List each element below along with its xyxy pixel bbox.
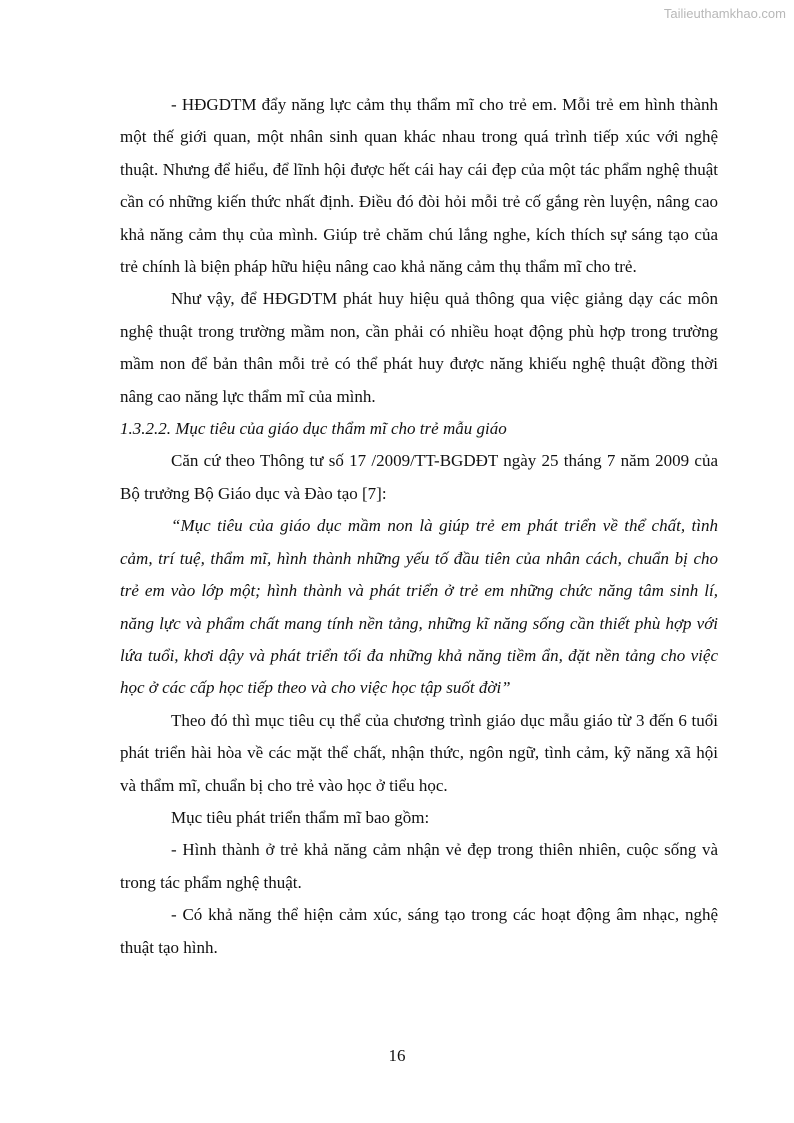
quote-block: “Mục tiêu của giáo dục mầm non là giúp trẻ em phát triển về thể chất, tình cảm, trí tuệ, thẩm mĩ, hình thành những yếu tố đầu tiên của nhân cách, chuẩn bị cho trẻ em vào lớp một; hình thành và phát triển ở trẻ em những chức năng tâm sinh lí, năng lực và phẩm chất mang tính nền tảng, những kĩ năng sống cần thiết phù hợp với lứa tuổi, khơi dậy và phát triển tối đa những khả năng tiềm ẩn, đặt nền tảng cho việc học ở các cấp học tiếp theo và cho việc học tập suốt đời” xyxy=(120,516,718,698)
paragraph-3: Căn cứ theo Thông tư số 17 /2009/TT-BGDĐT ngày 25 tháng 7 năm 2009 của Bộ trưởng Bộ Giáo dục và Đào tạo [7]: xyxy=(120,451,718,503)
paragraph-2: Như vậy, để HĐGDTM phát huy hiệu quả thông qua việc giảng dạy các môn nghệ thuật trong trường mầm non, cần phải có nhiều hoạt động phù hợp trong trường mầm non để bản thân mỗi trẻ có thể phát huy được năng khiếu nghệ thuật đồng thời nâng cao năng lực thẩm mĩ của mình. xyxy=(120,289,718,406)
watermark: Tailieuthamkhao.com xyxy=(663,6,786,21)
page-number: 16 xyxy=(388,1046,406,1065)
paragraph-7: - Có khả năng thể hiện cảm xúc, sáng tạo trong các hoạt động âm nhạc, nghệ thuật tạo hình. xyxy=(120,905,718,957)
page-body xyxy=(120,89,718,964)
paragraph-4: Theo đó thì mục tiêu cụ thể của chương trình giáo dục mẫu giáo từ 3 đến 6 tuổi phát triển hài hòa về các mặt thể chất, nhận thức, ngôn ngữ, tình cảm, kỹ năng xã hội và thẩm mĩ, chuẩn bị cho trẻ vào học ở tiểu học. xyxy=(120,710,718,795)
paragraph-1: - HĐGDTM đẩy năng lực cảm thụ thẩm mĩ cho trẻ em. Mỗi trẻ em hình thành một thế giới quan, một nhân sinh quan khác nhau trong quá trình tiếp xúc với nghệ thuật. Nhưng để hiểu, để lĩnh hội được hết cái hay cái đẹp của một tác phẩm nghệ thuật cần có những kiến thức nhất định. Điều đó đòi hỏi mỗi trẻ cố gắng rèn luyện, nâng cao khả năng cảm thụ của mình. Giúp trẻ chăm chú lắng nghe, kích thích sự sáng tạo của trẻ chính là biện pháp hữu hiệu nâng cao khả năng cảm thụ thẩm mĩ cho trẻ. xyxy=(120,95,718,277)
paragraph-6: - Hình thành ở trẻ khả năng cảm nhận vẻ đẹp trong thiên nhiên, cuộc sống và trong tác phẩm nghệ thuật. xyxy=(120,840,718,892)
paragraph-5: Mục tiêu phát triển thẩm mĩ bao gồm: xyxy=(171,807,430,827)
section-heading: 1.3.2.2. Mục tiêu của giáo dục thẩm mĩ cho trẻ mẫu giáo xyxy=(120,419,507,439)
